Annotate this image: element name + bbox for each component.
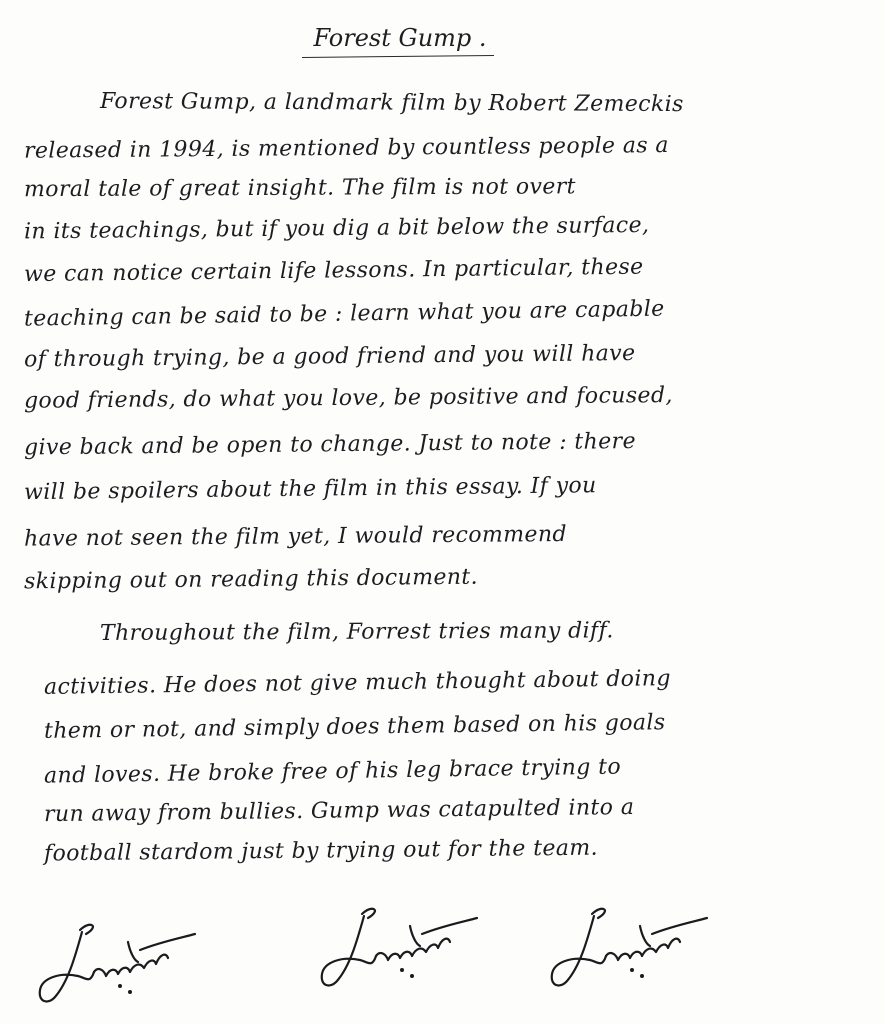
text-line: will be spoilers about the film in this essay. If you xyxy=(23,473,597,506)
signature-1 xyxy=(20,902,210,1012)
text-line: released in 1994, is mentioned by countless people as a xyxy=(23,133,670,164)
text-line: activities. He does not give much thought about doing xyxy=(43,666,672,700)
text-line: good friends, do what you love, be positive and focused, xyxy=(23,383,673,414)
text-line: in its teachings, but if you dig a bit below the surface, xyxy=(23,212,650,245)
signature-3 xyxy=(532,886,722,996)
text-line: and loves. He broke free of his leg brace trying to xyxy=(43,754,622,789)
text-line: Forest Gump, a landmark film by Robert Zemeckis xyxy=(99,88,684,118)
text-line: give back and be open to change. Just to note : there xyxy=(23,429,637,461)
signature-2 xyxy=(302,886,492,996)
text-line: moral tale of great insight. The film is not overt xyxy=(23,174,576,203)
text-line: of through trying, be a good friend and you will have xyxy=(23,341,636,373)
text-line: teaching can be said to be : learn what you are capable xyxy=(23,296,665,332)
essay-title: Forest Gump . xyxy=(313,24,487,52)
text-line: skipping out on reading this document. xyxy=(23,564,479,595)
text-line: Throughout the film, Forrest tries many diff. xyxy=(99,618,614,647)
text-line: run away from bullies. Gump was catapulted into a xyxy=(43,794,635,828)
text-line: them or not, and simply does them based on his goals xyxy=(43,710,666,744)
text-line: have not seen the film yet, I would recommend xyxy=(23,521,568,552)
text-line: football stardom just by trying out for the team. xyxy=(43,835,599,867)
text-line: we can notice certain life lessons. In particular, these xyxy=(23,254,644,288)
